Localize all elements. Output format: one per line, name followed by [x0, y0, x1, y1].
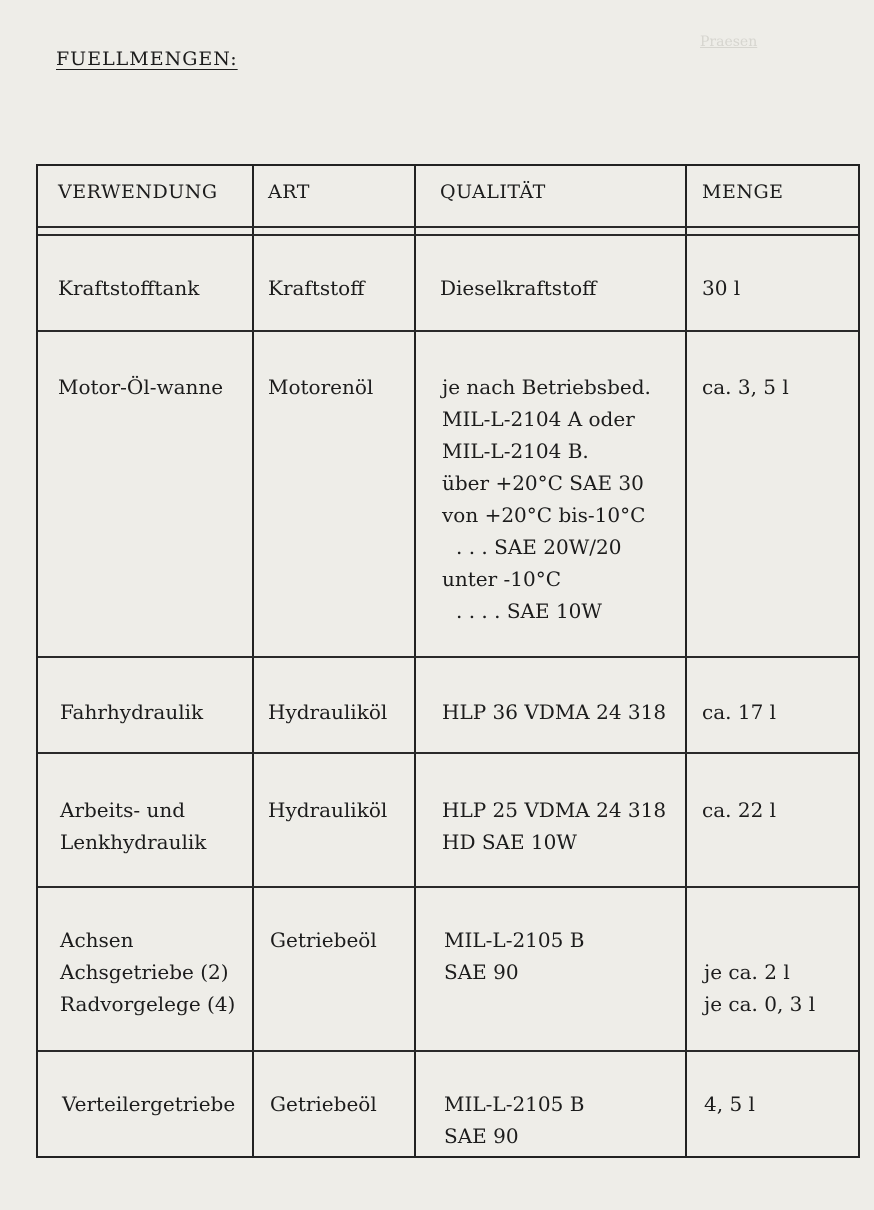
table-cell-menge: ca. 22 l: [702, 798, 777, 822]
table-cell-art: Motorenöl: [268, 375, 374, 399]
table-cell-qualitaet: HLP 36 VDMA 24 318: [442, 700, 667, 724]
row-divider: [38, 1050, 858, 1052]
table-cell-menge: 30 l: [702, 276, 741, 300]
table-cell-qualitaet: MIL-L-2105 B SAE 90: [444, 928, 585, 984]
table-cell-art: Getriebeöl: [270, 928, 377, 952]
table-cell-qualitaet: je nach Betriebsbed. MIL-L-2104 A oder MIL-L-2104 B. über +20°C SAE 30 von +20°C bis-10°C . . . SAE 20W/20 unter -10°C . . . . SAE 10W: [442, 375, 651, 623]
table-cell-art: Hydrauliköl: [268, 700, 388, 724]
table-cell-verwendung: Fahrhydraulik: [60, 700, 204, 724]
table-cell-qualitaet: Dieselkraftstoff: [440, 276, 597, 300]
table-cell-art: Hydrauliköl: [268, 798, 388, 822]
table-cell-menge: ca. 17 l: [702, 700, 777, 724]
table-cell-menge: je ca. 2 l je ca. 0, 3 l: [704, 960, 816, 1016]
row-divider: [38, 886, 858, 888]
column-divider: [414, 166, 416, 1156]
table-cell-qualitaet: HLP 25 VDMA 24 318 HD SAE 10W: [442, 798, 667, 854]
page-title: FUELLMENGEN:: [56, 48, 238, 70]
table-cell-verwendung: Motor-Öl-wanne: [58, 375, 224, 399]
column-divider: [252, 166, 254, 1156]
header-menge: MENGE: [702, 181, 784, 203]
table-cell-verwendung: Verteilergetriebe: [62, 1092, 236, 1116]
row-divider: [38, 656, 858, 658]
fill-quantities-table: [36, 164, 860, 1158]
header-verwendung: VERWENDUNG: [58, 181, 218, 203]
table-cell-verwendung: Achsen Achsgetriebe (2) Radvorgelege (4): [60, 928, 236, 1016]
bleed-through-heading: Praesen: [700, 34, 758, 50]
table-cell-qualitaet: MIL-L-2105 B SAE 90: [444, 1092, 585, 1148]
table-cell-menge: 4, 5 l: [704, 1092, 755, 1116]
header-qualitaet: QUALITÄT: [440, 181, 546, 203]
table-cell-verwendung: Arbeits- und Lenkhydraulik: [60, 798, 207, 854]
header-rule: [38, 226, 858, 228]
table-cell-art: Kraftstoff: [268, 276, 365, 300]
header-art: ART: [268, 181, 310, 203]
header-rule: [38, 234, 858, 236]
table-cell-verwendung: Kraftstofftank: [58, 276, 200, 300]
column-divider: [685, 166, 687, 1156]
row-divider: [38, 752, 858, 754]
row-divider: [38, 330, 858, 332]
table-cell-menge: ca. 3, 5 l: [702, 375, 789, 399]
table-cell-art: Getriebeöl: [270, 1092, 377, 1116]
